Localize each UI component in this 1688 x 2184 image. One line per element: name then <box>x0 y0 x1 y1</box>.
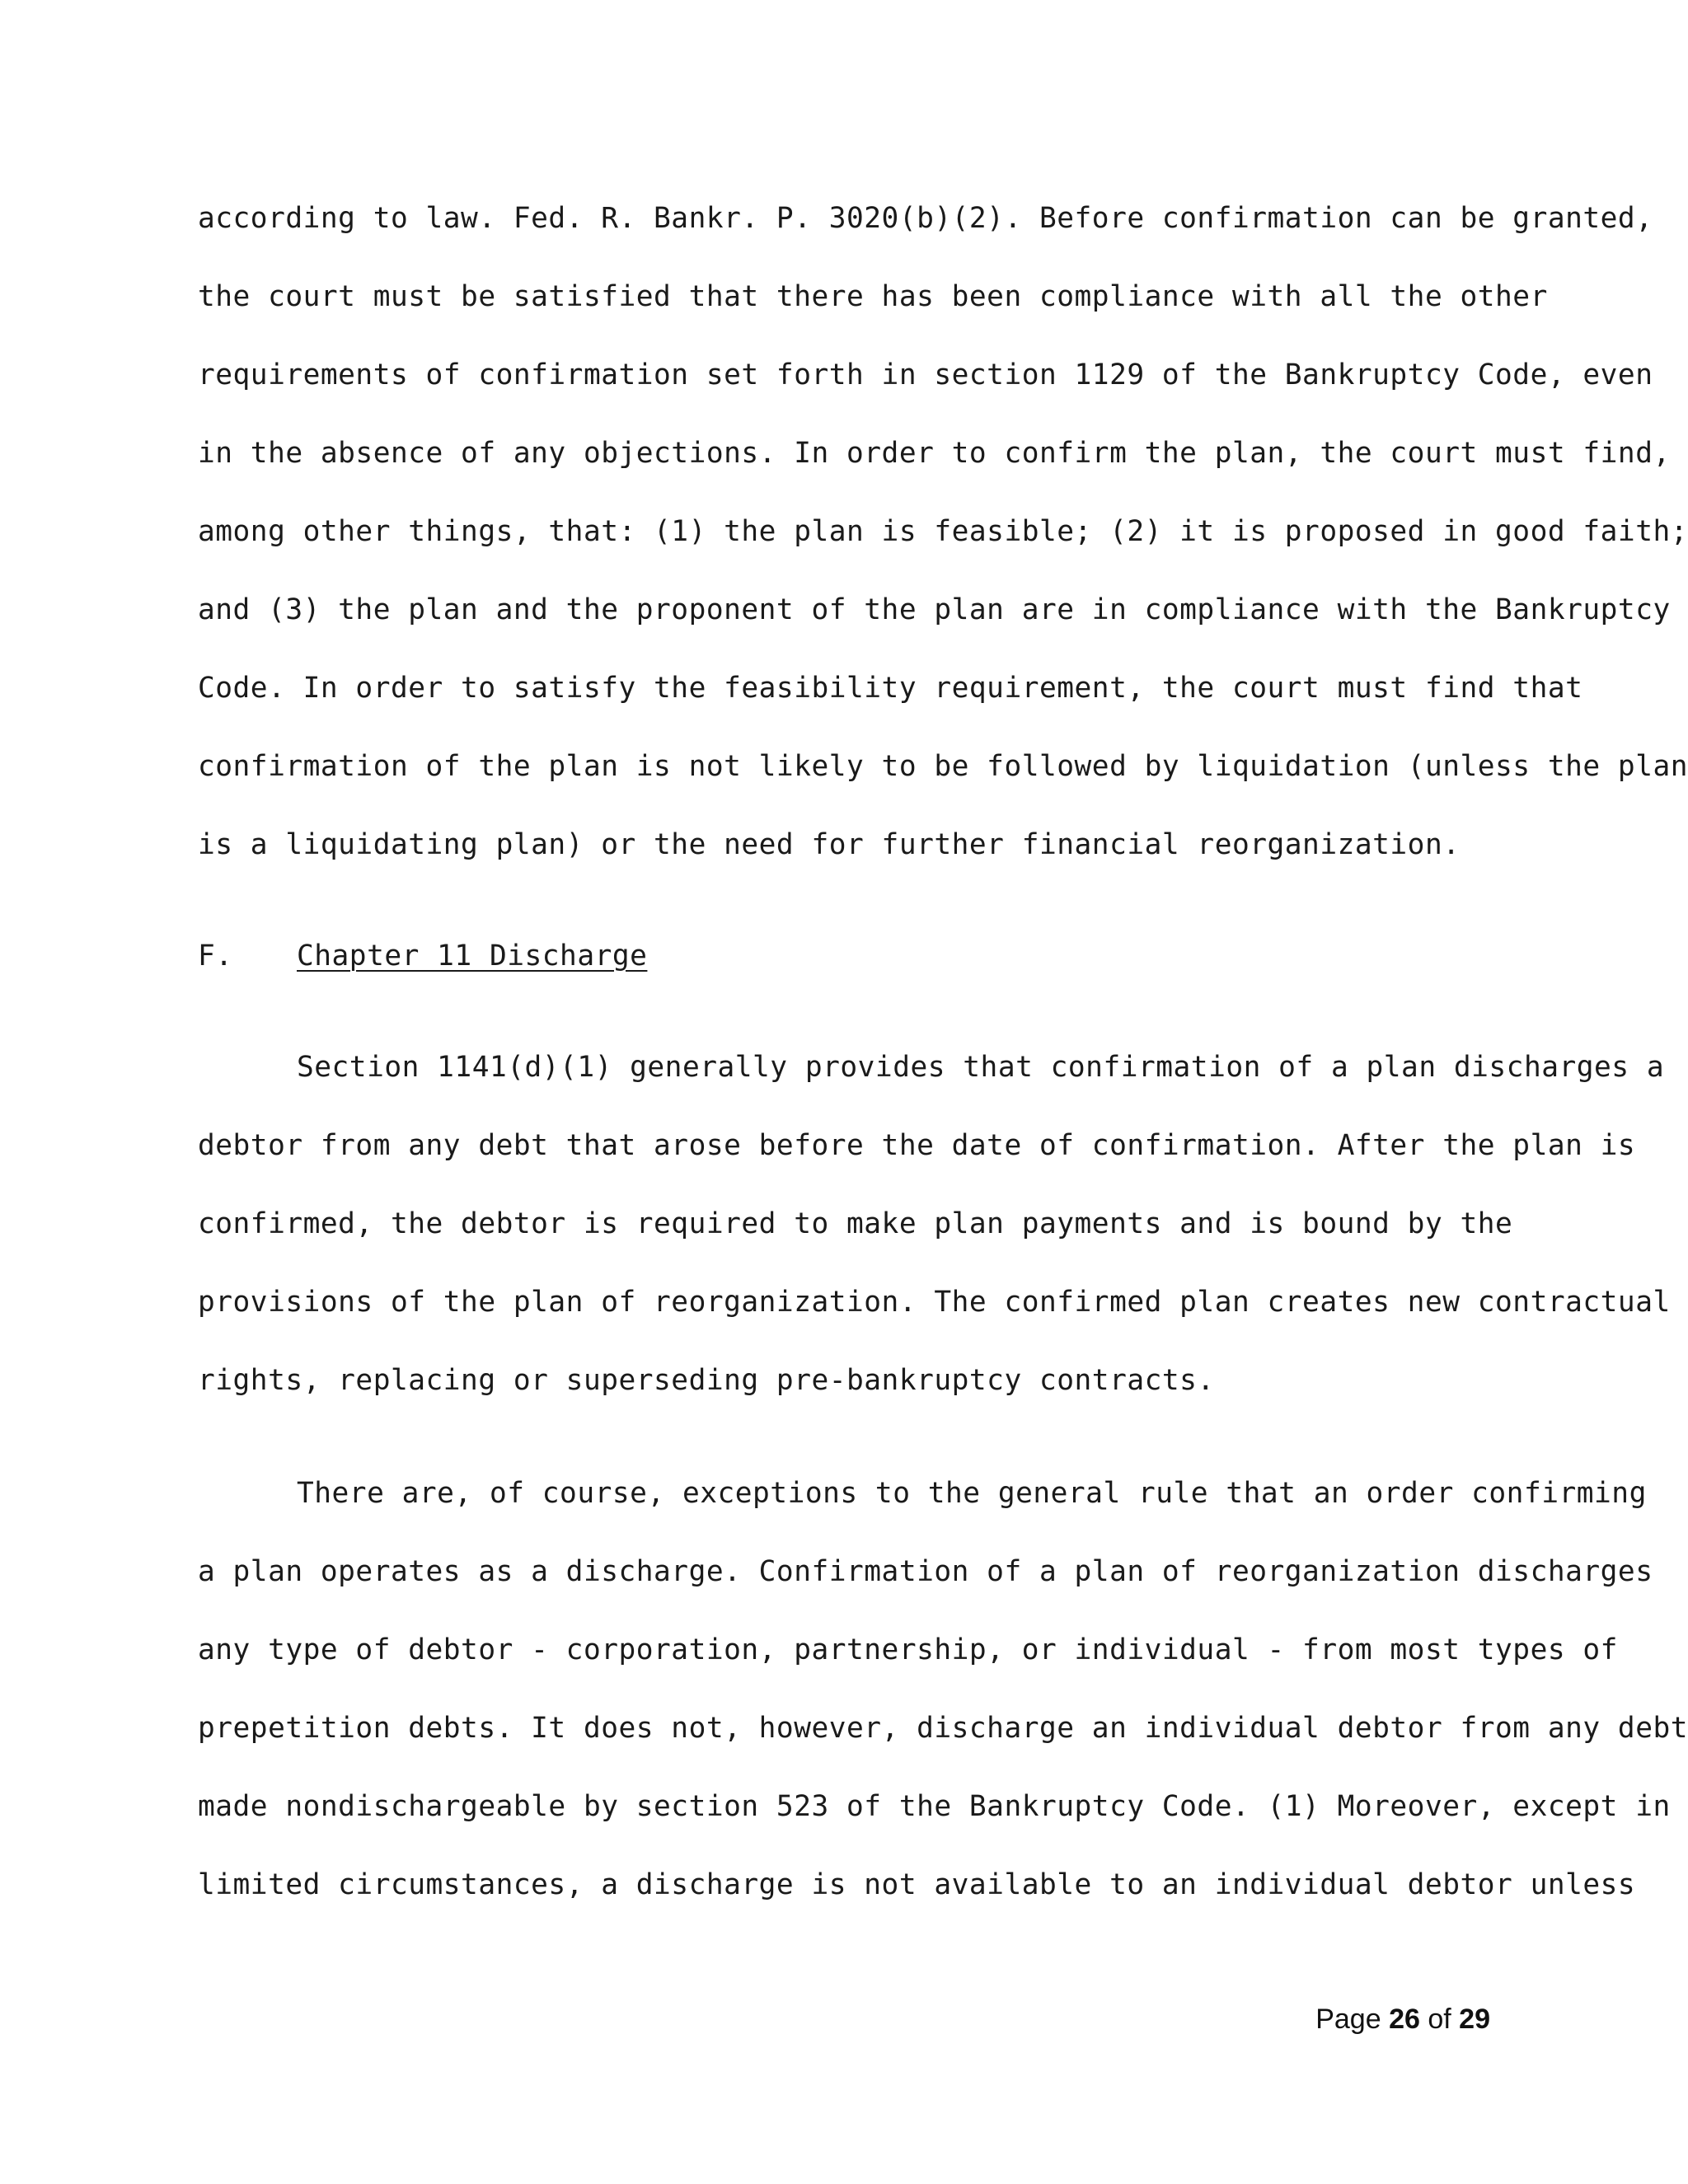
current-page-number: 26 <box>1389 2004 1420 2035</box>
paragraph-line: the court must be satisfied that there has been compliance with all the other <box>198 280 1548 313</box>
paragraph-line: in the absence of any objections. In order to confirm the plan, the court must find, <box>198 437 1671 470</box>
section-title: Chapter 11 Discharge <box>297 940 648 972</box>
paragraph-line: among other things, that: (1) the plan is feasible; (2) it is proposed in good faith; <box>198 515 1688 548</box>
paragraph-line: provisions of the plan of reorganization. The confirmed plan creates new contractual <box>198 1286 1671 1319</box>
paragraph-line: There are, of course, exceptions to the general rule that an order confirming <box>297 1477 1647 1510</box>
page-number-footer <box>1315 2001 1490 2037</box>
paragraph-line: limited circumstances, a discharge is not available to an individual debtor unless <box>198 1868 1636 1901</box>
paragraph-line: made nondischargeable by section 523 of the Bankruptcy Code. (1) Moreover, except in <box>198 1790 1671 1823</box>
paragraph-line: according to law. Fed. R. Bankr. P. 3020(b)(2). Before confirmation can be granted, <box>198 202 1653 235</box>
paragraph-line: rights, replacing or superseding pre-bankruptcy contracts. <box>198 1364 1215 1397</box>
section-heading <box>198 931 775 981</box>
of-label: of <box>1428 2004 1451 2035</box>
paragraph-line: Section 1141(d)(1) generally provides that confirmation of a plan discharges a <box>297 1051 1665 1084</box>
paragraph-line: prepetition debts. It does not, however, discharge an individual debtor from any debt <box>198 1712 1688 1745</box>
paragraph-line: debtor from any debt that arose before the date of confirmation. After the plan is <box>198 1129 1636 1162</box>
paragraph-line: and (3) the plan and the proponent of the plan are in compliance with the Bankruptcy <box>198 593 1671 626</box>
section-letter: F. <box>198 940 233 972</box>
total-pages-number: 29 <box>1459 2004 1490 2035</box>
paragraph-line: Code. In order to satisfy the feasibility requirement, the court must find that <box>198 672 1583 705</box>
paragraph-line: confirmed, the debtor is required to make plan payments and is bound by the <box>198 1207 1513 1240</box>
paragraph-line: requirements of confirmation set forth in section 1129 of the Bankruptcy Code, even <box>198 359 1653 391</box>
paragraph-line: a plan operates as a discharge. Confirmation of a plan of reorganization discharges <box>198 1555 1653 1588</box>
page-label: Page <box>1315 2004 1381 2035</box>
paragraph-line: confirmation of the plan is not likely to be followed by liquidation (unless the plan <box>198 750 1688 783</box>
paragraph-line: is a liquidating plan) or the need for further financial reorganization. <box>198 828 1461 861</box>
paragraph-line: any type of debtor - corporation, partnership, or individual - from most types of <box>198 1633 1618 1666</box>
